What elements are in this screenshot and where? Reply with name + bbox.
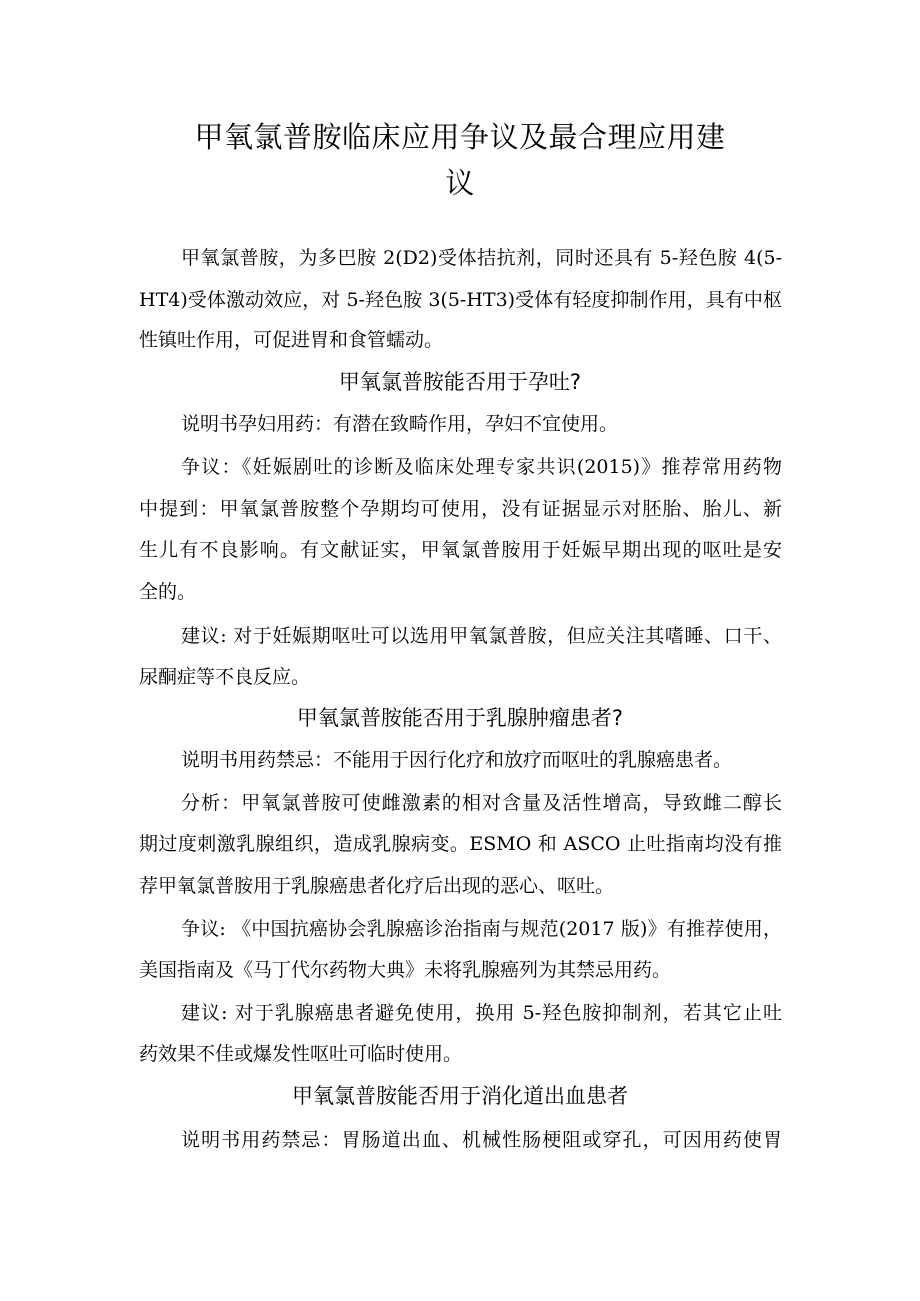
section1-p2-line-2: 中提到：甲氧氯普胺整个孕期均可使用，没有证据显示对胚胎、胎儿、新	[139, 498, 782, 520]
section1-p2-line-1: 争议：《妊娠剧吐的诊断及临床处理专家共识(2015)》推荐常用药物	[181, 456, 782, 478]
section-heading-breast-tumor: 甲氧氯普胺能否用于乳腺肿瘤患者?	[296, 706, 624, 730]
section2-p2-line-3: 荐甲氧氯普胺用于乳腺癌患者化疗后出现的恶心、呕吐。	[139, 875, 615, 897]
intro-line-2: HT4)受体激动效应，对 5-羟色胺 3(5-HT3)受体有轻度抑制作用，具有中枢	[139, 289, 782, 311]
section1-p3-line-2: 尿酮症等不良反应。	[139, 666, 311, 688]
document-title-line-1: 甲氧氯普胺临床应用争议及最合理应用建	[194, 120, 726, 154]
section3-p1-line-1: 说明书用药禁忌：胃肠道出血、机械性肠梗阻或穿孔，可因用药使胃	[181, 1129, 782, 1151]
intro-line-1: 甲氧氯普胺，为多巴胺 2(D2)受体拮抗剂，同时还具有 5-羟色胺 4(5-	[181, 247, 782, 269]
section1-p3-line-1: 建议: 对于妊娠期呕吐可以选用甲氧氯普胺，但应关注其嗜睡、口干、	[181, 625, 782, 647]
section2-p2-line-1: 分析：甲氧氯普胺可使雌激素的相对含量及活性增高，导致雌二醇长	[181, 792, 782, 814]
section2-p1-line-1: 说明书用药禁忌：不能用于因行化疗和放疗而呕吐的乳腺癌患者。	[181, 749, 733, 771]
section1-p1-line-1: 说明书孕妇用药：有潜在致畸作用，孕妇不宜使用。	[181, 413, 619, 435]
section1-p2-line-4: 全的。	[139, 581, 197, 603]
section-heading-gi-bleeding: 甲氧氯普胺能否用于消化道出血患者	[292, 1084, 628, 1108]
section1-p2-line-3: 生儿有不良影响。有文献证实，甲氧氯普胺用于妊娠早期出现的呕吐是安	[139, 539, 782, 561]
section-heading-pregnancy: 甲氧氯普胺能否用于孕吐?	[338, 370, 582, 394]
section2-p2-line-2: 期过度刺激乳腺组织，造成乳腺病变。ESMO 和 ASCO 止吐指南均没有推	[139, 833, 782, 855]
section2-p3-line-2: 美国指南及《马丁代尔药物大典》未将乳腺癌列为其禁忌用药。	[139, 959, 672, 981]
section2-p3-line-1: 争议: 《中国抗癌协会乳腺癌诊治指南与规范(2017 版)》有推荐使用，	[181, 918, 782, 940]
document-title-line-2: 议	[445, 166, 475, 200]
section2-p4-line-1: 建议: 对于乳腺癌患者避免使用，换用 5-羟色胺抑制剂，若其它止吐	[181, 1002, 782, 1024]
section2-p4-line-2: 药效果不佳或爆发性呕吐可临时使用。	[139, 1043, 463, 1065]
intro-line-3: 性镇吐作用，可促进胃和食管蠕动。	[139, 329, 444, 351]
